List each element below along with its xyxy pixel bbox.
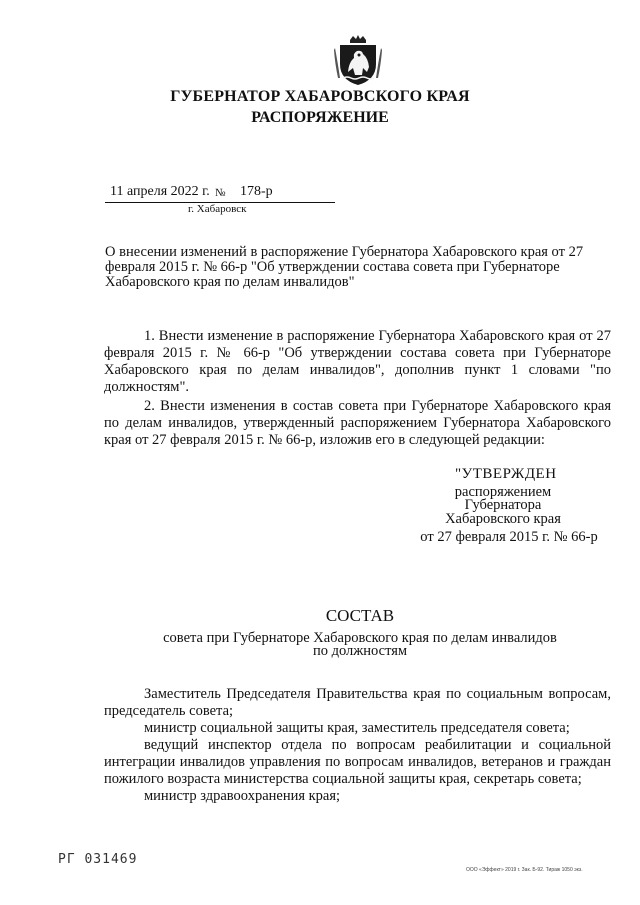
authority-title: ГУБЕРНАТОР ХАБАРОВСКОГО КРАЯ: [170, 88, 470, 105]
form-serial-number: РГ 031469: [58, 852, 138, 867]
list-item: министр здравоохранения края;: [144, 788, 341, 804]
list-item: министр социальной защиты края, заместитель председателя совета;: [144, 720, 570, 736]
composition-subtitle: совета при Губернаторе Хабаровского края по делам инвалидов: [163, 630, 557, 646]
document-city: г. Хабаровск: [188, 203, 247, 215]
document-number: 178-р: [240, 184, 273, 199]
approval-line-2: Губернатора: [464, 497, 542, 513]
body-paragraph-2: 2. Внести изменения в состав совета при Губернаторе Хабаровского края по делам инвалидов, утвержденный распоряжением Губернатора Хабаровского края от 27 февраля 2015 г. № 66-р, изложив его в следующей редакции:: [104, 398, 611, 448]
coat-of-arms-icon: [332, 34, 384, 86]
approval-line-1: распоряжением: [454, 484, 552, 500]
document-date: 11 апреля 2022 г.: [110, 184, 210, 199]
body-paragraph-1: 1. Внести изменение в распоряжение Губернатора Хабаровского края от 27 февраля 2015 г. № 66-р "Об утверждении состава совета при Губернаторе Хабаровского края по делам инвалидов", дополнив пункт 1 словами "по должностям".: [104, 328, 611, 395]
document-subject: О внесении изменений в распоряжение Губернатора Хабаровского края от 27 февраля 2015 г. № 66-р "Об утверждении состава совета при Губернаторе Хабаровского края по делам инвалидов": [105, 244, 584, 290]
composition-title: СОСТАВ: [325, 606, 395, 625]
composition-subtitle-2: по должностям: [312, 643, 408, 659]
approval-heading: "УТВЕРЖДЕН: [455, 466, 557, 482]
approval-line-3: Хабаровского края: [445, 511, 561, 527]
list-item: Заместитель Председателя Правительства края по социальным вопросам, председатель совета;: [104, 686, 611, 719]
approval-line-4: от 27 февраля 2015 г. № 66-р: [420, 529, 598, 545]
number-label: №: [215, 187, 226, 199]
date-number-line: [105, 184, 335, 203]
document-type: РАСПОРЯЖЕНИЕ: [251, 109, 389, 126]
list-item: ведущий инспектор отдела по вопросам реабилитации и социальной интеграции инвалидов управления по вопросам инвалидов, ветеранов и граждан пожилого возраста министерства социальной защиты края, секретарь совета;: [104, 737, 611, 787]
printer-imprint: ООО «Эффект» 2019 г. Зак. Б-92. Тираж 1050 экз.: [466, 867, 583, 873]
composition-list: [104, 686, 611, 805]
